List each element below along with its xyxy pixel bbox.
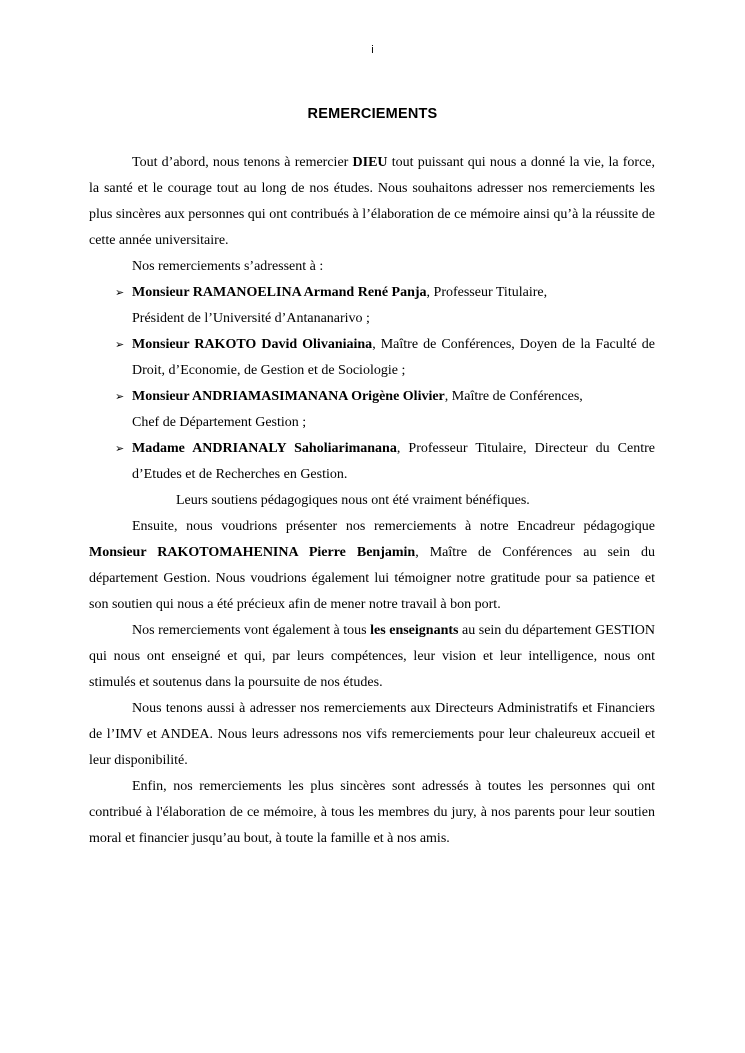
paragraph-final: Enfin, nos remerciements les plus sincères sont adressés à toutes les personnes qui ont contribué à l'élaboration de ce mémoire, à tous les membres du jury, à nos parents pour leur soutien moral et financier jusqu’au bout, à toute la famille et à nos amis. — [89, 779, 655, 846]
arrow-bullet-icon: ➢ — [115, 443, 125, 455]
text-span: au sein du département GESTION qui nous ont enseigné et qui, par leurs compétences, leur vision et leur intelligence, nous ont stimulés et soutenus dans la poursuite de nos études. — [89, 623, 655, 690]
paragraph-directeurs: Nous tenons aussi à adresser nos remerciements aux Directeurs Administratifs et Financiers de l’IMV et ANDEA. Nous leurs adressons nos vifs remerciements pour leur chaleureux accueil et leur disponibilité. — [89, 701, 655, 768]
list-item — [115, 436, 655, 488]
list-item — [115, 384, 655, 436]
person-name: Madame ANDRIANALY Saholiarimanana — [132, 441, 397, 456]
page-number: i — [371, 44, 374, 56]
text-span: Tout d’abord, nous tenons à remercier — [132, 155, 353, 170]
list-item — [115, 280, 655, 332]
person-name: Monsieur RAMANOELINA Armand René Panja — [132, 285, 427, 300]
person-name: Monsieur RAKOTO David Olivaniaina — [132, 337, 373, 352]
text-span: Ensuite, nous voudrions présenter nos remerciements à notre Encadreur pédagogique — [132, 519, 655, 534]
list-item — [115, 332, 655, 384]
person-role: Chef de Département Gestion ; — [132, 415, 307, 430]
bold-text: Monsieur RAKOTOMAHENINA Pierre Benjamin — [89, 545, 416, 560]
bold-text: les enseignants — [370, 623, 459, 638]
person-name: Monsieur ANDRIAMASIMANANA Origène Olivier — [132, 389, 445, 404]
text-span: tout puissant qui nous a donné la vie, la force, la santé et le courage tout au long de nos études. Nous souhaitons adresser nos remerciements les plus sincères aux personnes qui ont contribués à l’élaboration de ce mémoire ainsi qu’à la réussite de cette année universitaire. — [89, 155, 655, 248]
text-span: , Maître de Conférences au sein du département Gestion. Nous voudrions également lui témoigner notre gratitude pour sa patience et son soutien qui nous a été précieux afin de mener notre travail à bon port. — [89, 545, 656, 612]
page-title: REMERCIEMENTS — [307, 106, 438, 122]
paragraph-encadreur — [89, 514, 655, 618]
text-span: Nos remerciements vont également à tous — [132, 623, 371, 638]
person-role: Président de l’Université d’Antananarivo ; — [132, 311, 370, 326]
person-title: , Professeur Titulaire, Directeur du Centre d’Etudes et de Recherches en Gestion. — [132, 441, 655, 482]
paragraph-enseignants — [89, 618, 655, 696]
soutiens-line: Leurs soutiens pédagogiques nous ont été vraiment bénéfiques. — [176, 493, 530, 508]
person-title: , Professeur Titulaire, — [426, 285, 548, 300]
list-intro: Nos remerciements s’adressent à : — [132, 259, 324, 274]
arrow-bullet-icon: ➢ — [115, 287, 125, 299]
bold-text: DIEU — [352, 155, 388, 170]
arrow-bullet-icon: ➢ — [115, 339, 125, 351]
arrow-bullet-icon: ➢ — [115, 391, 125, 403]
paragraph-intro — [89, 150, 655, 254]
person-title: , Maître de Conférences, Doyen de la Faculté de Droit, d’Economie, de Gestion et de Sociologie ; — [132, 337, 655, 378]
person-title: , Maître de Conférences, — [444, 389, 583, 404]
document-body — [89, 150, 655, 852]
